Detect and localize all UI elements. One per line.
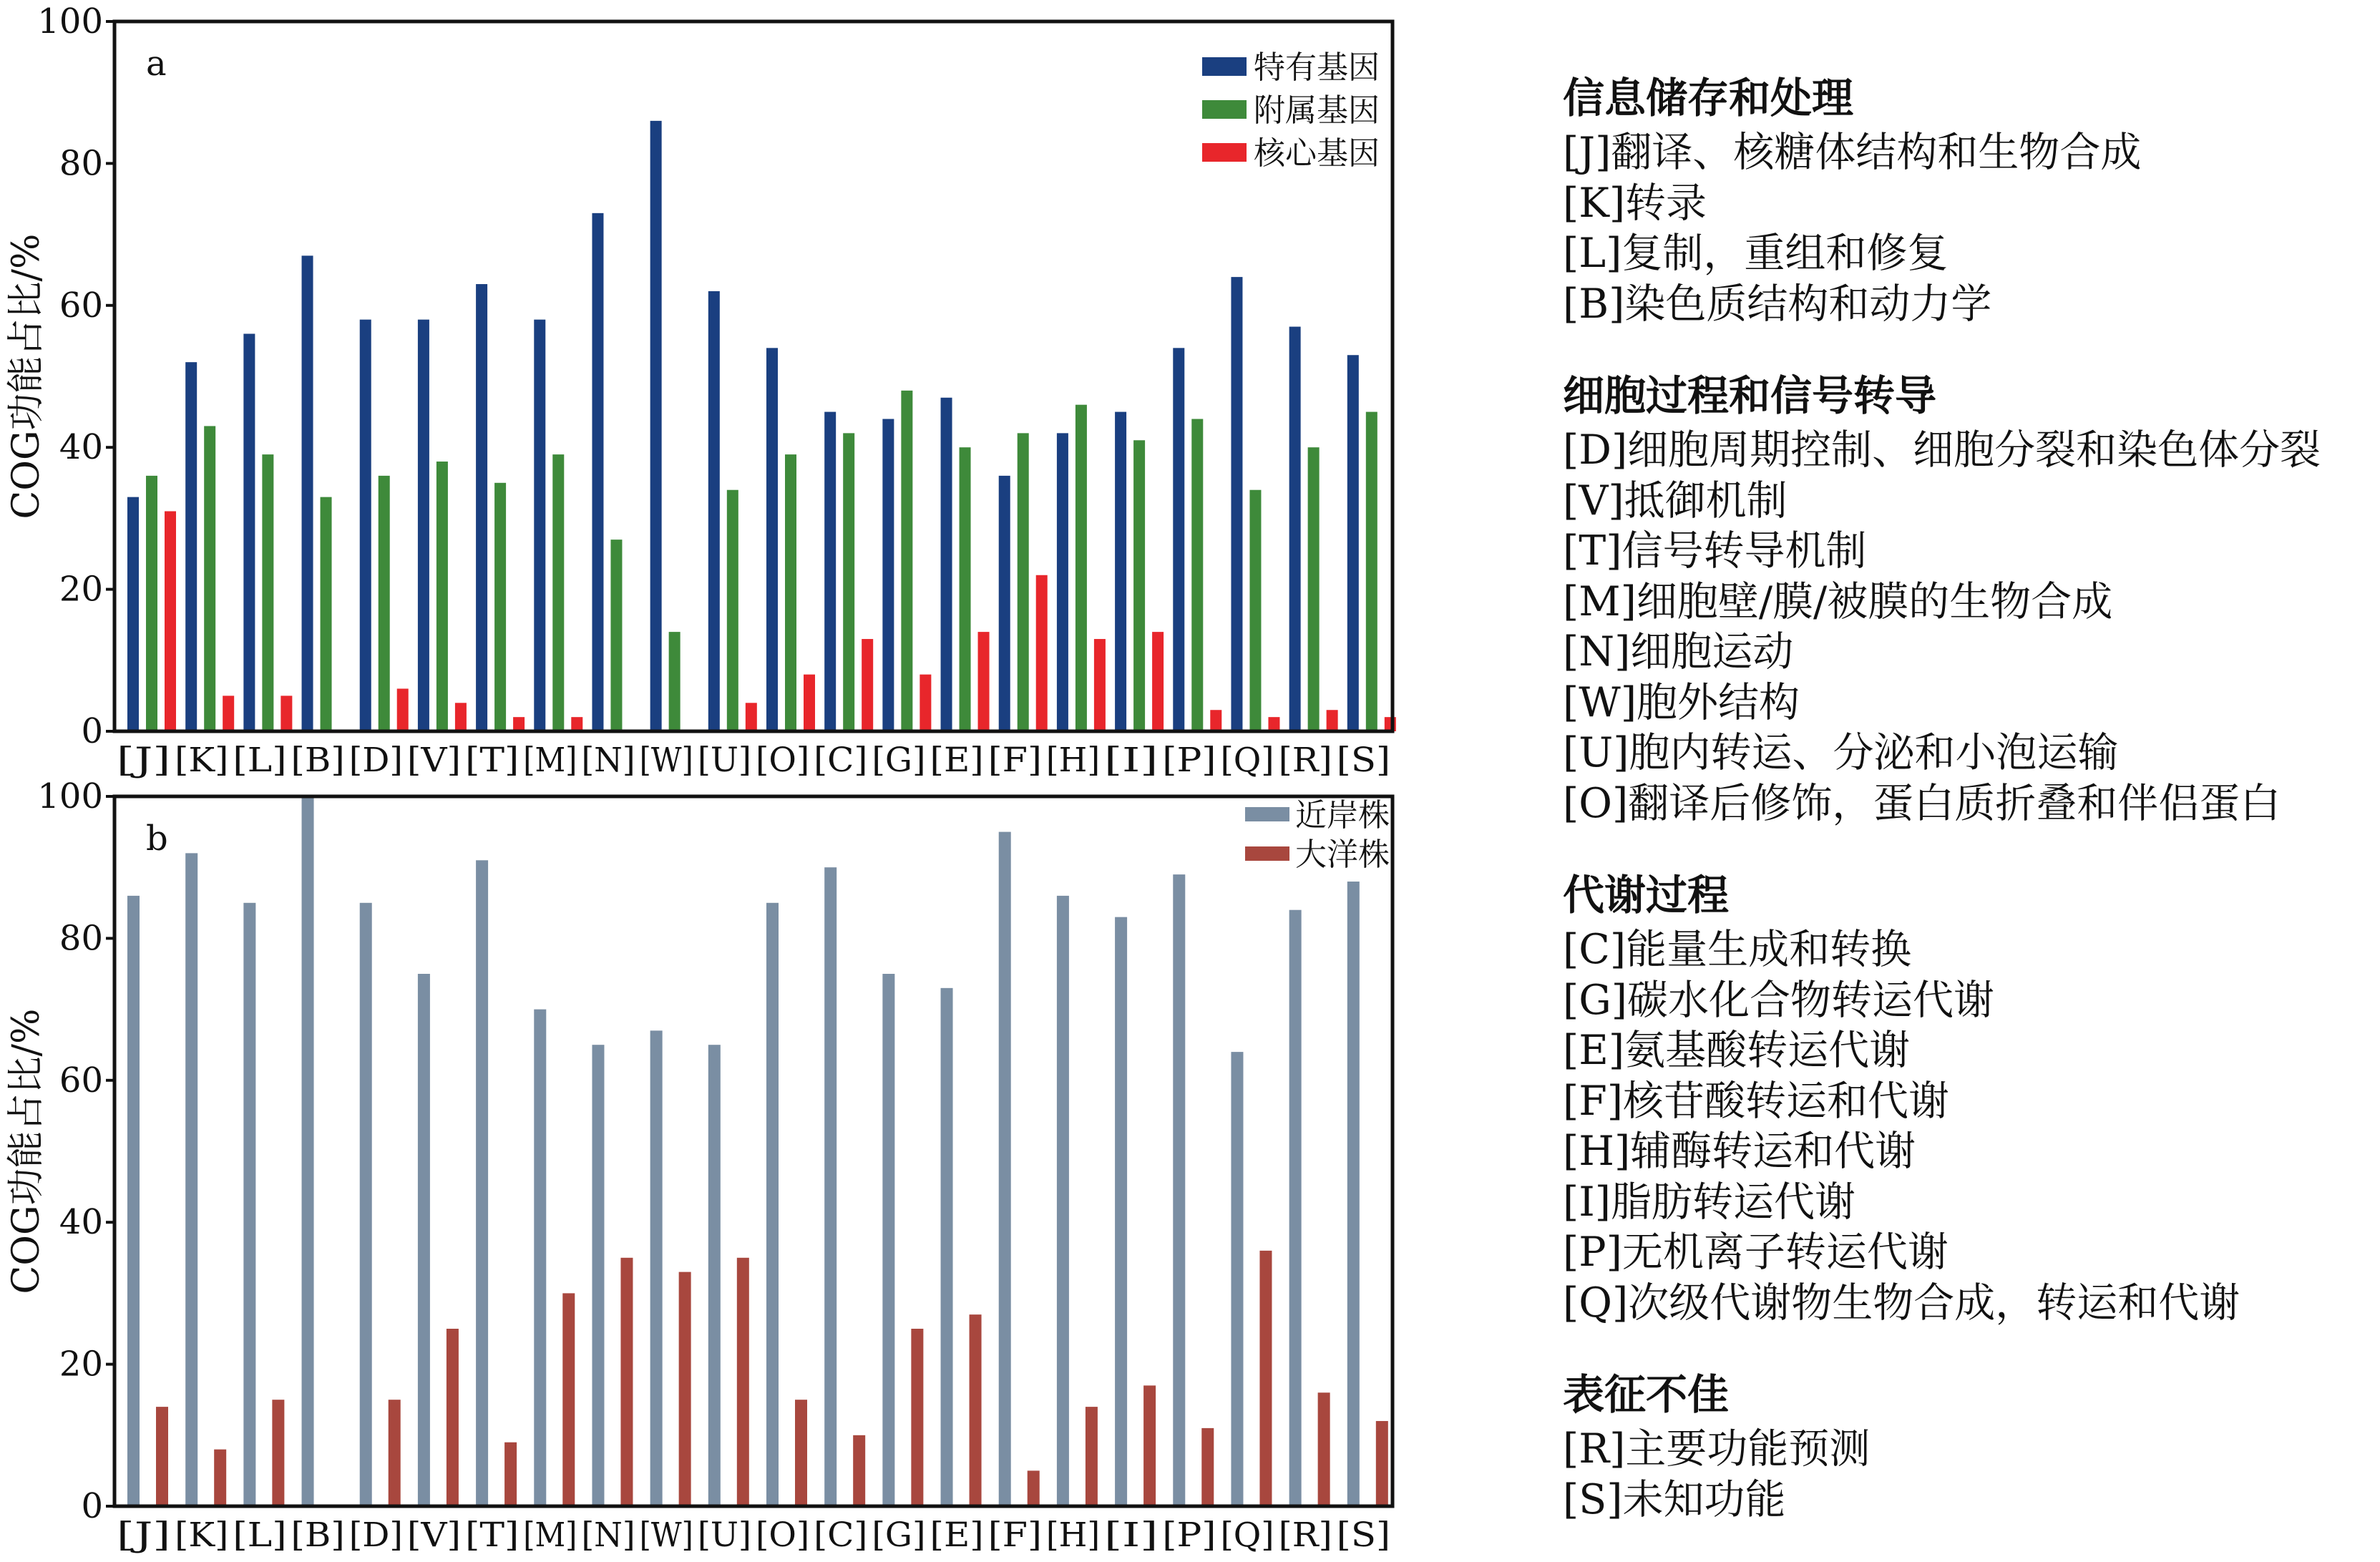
x-tick-label: [E] bbox=[930, 1515, 984, 1555]
x-tick-label: [V] bbox=[406, 741, 462, 780]
bar-a-特有基因-[T] bbox=[476, 284, 487, 731]
bar-a-附属基因-[B] bbox=[321, 497, 332, 731]
x-tick-label: [R] bbox=[1278, 1515, 1332, 1555]
legend-label: 核心基因 bbox=[1254, 135, 1380, 172]
legend-category-item: [T]信号转导机制 bbox=[1563, 527, 1867, 575]
x-tick-label: [V] bbox=[406, 1515, 462, 1555]
x-tick-label: [K] bbox=[175, 741, 229, 780]
bar-b-大洋株-[Q] bbox=[1259, 1251, 1272, 1506]
x-tick-label: [S] bbox=[1336, 1515, 1390, 1555]
bar-a-核心基因-[T] bbox=[513, 717, 525, 731]
legend-group-title: 表征不佳 bbox=[1563, 1370, 1730, 1419]
x-tick-label: [D] bbox=[348, 1515, 403, 1555]
y-tick-label: 80 bbox=[59, 918, 103, 959]
bar-a-附属基因-[G] bbox=[901, 391, 912, 731]
bar-b-近岸株-[U] bbox=[708, 1045, 721, 1506]
x-tick-label: [T] bbox=[465, 1515, 520, 1555]
bar-a-附属基因-[F] bbox=[1018, 433, 1029, 731]
legend-category-item: [E]氨基酸转运代谢 bbox=[1563, 1027, 1911, 1074]
bar-b-大洋株-[U] bbox=[737, 1258, 749, 1506]
legend-group-title: 代谢过程 bbox=[1563, 871, 1730, 919]
bar-b-大洋株-[M] bbox=[562, 1293, 575, 1506]
legend-category-item: [M]细胞壁/膜/被膜的生物合成 bbox=[1563, 577, 2113, 625]
bar-a-核心基因-[G] bbox=[920, 675, 931, 731]
x-tick-label: [U] bbox=[697, 1515, 751, 1555]
legend-category-item: [H]辅酶转运和代谢 bbox=[1563, 1128, 1916, 1175]
x-tick-label: [H] bbox=[1045, 741, 1101, 780]
x-tick-label: [J] bbox=[117, 741, 171, 780]
bar-a-核心基因-[U] bbox=[746, 703, 757, 731]
bar-a-核心基因-[O] bbox=[804, 675, 815, 731]
bar-b-近岸株-[T] bbox=[476, 860, 488, 1506]
bar-b-大洋株-[G] bbox=[911, 1329, 923, 1506]
bar-a-核心基因-[F] bbox=[1036, 575, 1048, 731]
bar-b-近岸株-[J] bbox=[127, 896, 140, 1506]
x-tick-label: [B] bbox=[291, 741, 345, 780]
legend-category-item: [V]抵御机制 bbox=[1563, 477, 1788, 524]
y-axis-label: COG功能占比/% bbox=[5, 233, 48, 519]
legend-category-item: [F]核苷酸转运和代谢 bbox=[1563, 1077, 1950, 1125]
bar-a-附属基因-[W] bbox=[669, 632, 681, 731]
x-tick-label: [P] bbox=[1162, 741, 1216, 780]
x-tick-label: [T] bbox=[465, 741, 520, 780]
bar-b-近岸株-[H] bbox=[1057, 896, 1069, 1506]
bar-a-特有基因-[D] bbox=[360, 320, 371, 731]
bar-a-特有基因-[S] bbox=[1347, 355, 1359, 731]
x-tick-label: [G] bbox=[872, 1515, 926, 1555]
legend-swatch bbox=[1202, 57, 1247, 76]
x-tick-label: [H] bbox=[1045, 1515, 1101, 1555]
bar-b-近岸株-[W] bbox=[650, 1030, 663, 1506]
x-tick-label: [B] bbox=[291, 1515, 345, 1555]
bar-b-大洋株-[D] bbox=[389, 1400, 401, 1506]
x-tick-label: [C] bbox=[814, 741, 868, 780]
x-tick-label: [W] bbox=[639, 1515, 693, 1555]
legend-group-title: 信息储存和处理 bbox=[1563, 74, 1854, 122]
legend-category-item: [P]无机离子转运代谢 bbox=[1563, 1229, 1949, 1276]
chart-panel-b bbox=[5, 776, 1393, 1555]
bar-b-近岸株-[R] bbox=[1289, 910, 1302, 1506]
x-tick-label: [O] bbox=[756, 1515, 810, 1555]
bar-a-附属基因-[V] bbox=[437, 462, 448, 731]
legend-category-item: [R]主要功能预测 bbox=[1563, 1425, 1871, 1473]
legend-category-item: [S]未知功能 bbox=[1563, 1475, 1786, 1523]
bar-a-附属基因-[Q] bbox=[1249, 490, 1261, 731]
x-tick-label: [W] bbox=[639, 741, 693, 780]
x-tick-label: [Q] bbox=[1220, 741, 1274, 780]
bar-a-附属基因-[M] bbox=[552, 454, 564, 731]
bar-b-近岸株-[P] bbox=[1173, 874, 1185, 1506]
bar-a-核心基因-[E] bbox=[978, 632, 990, 731]
bar-b-大洋株-[O] bbox=[795, 1400, 807, 1506]
y-tick-label: 20 bbox=[59, 569, 103, 610]
bar-a-核心基因-[H] bbox=[1094, 639, 1106, 731]
legend-category-item: [L]复制，重组和修复 bbox=[1563, 230, 1949, 277]
bar-a-核心基因-[Q] bbox=[1268, 717, 1279, 731]
x-tick-label: [C] bbox=[814, 1515, 868, 1555]
bar-a-特有基因-[B] bbox=[302, 255, 313, 731]
chart-panel-a bbox=[5, 1, 1396, 780]
legend-category-item: [G]碳水化合物转运代谢 bbox=[1563, 976, 1995, 1024]
legend-swatch bbox=[1202, 100, 1247, 119]
bar-a-附属基因-[O] bbox=[785, 454, 796, 731]
legend-category-item: [D]细胞周期控制、细胞分裂和染色体分裂 bbox=[1563, 426, 2321, 474]
legend-swatch bbox=[1245, 846, 1289, 861]
bar-b-大洋株-[T] bbox=[504, 1443, 517, 1506]
bar-a-核心基因-[J] bbox=[165, 511, 176, 731]
bar-a-附属基因-[S] bbox=[1366, 412, 1377, 731]
bar-a-特有基因-[J] bbox=[127, 497, 139, 731]
bar-b-大洋株-[N] bbox=[620, 1258, 633, 1506]
bar-a-特有基因-[G] bbox=[882, 419, 894, 731]
bar-a-特有基因-[Q] bbox=[1231, 277, 1242, 731]
x-tick-label: [O] bbox=[756, 741, 810, 780]
bar-b-大洋株-[H] bbox=[1086, 1407, 1098, 1506]
legend-category-item: [B]染色质结构和动力学 bbox=[1563, 280, 1992, 328]
bar-b-大洋株-[I] bbox=[1143, 1385, 1156, 1506]
bar-a-特有基因-[C] bbox=[824, 412, 836, 731]
y-tick-label: 40 bbox=[59, 1202, 103, 1243]
x-tick-label: [G] bbox=[872, 741, 926, 780]
bar-b-大洋株-[K] bbox=[214, 1450, 226, 1506]
bar-b-近岸株-[N] bbox=[592, 1045, 604, 1506]
bar-b-大洋株-[V] bbox=[447, 1329, 459, 1506]
bar-a-附属基因-[D] bbox=[379, 476, 390, 731]
bar-a-核心基因-[D] bbox=[397, 688, 409, 731]
x-tick-label: [F] bbox=[987, 741, 1042, 780]
legend-label: 近岸株 bbox=[1295, 797, 1390, 834]
legend-swatch bbox=[1245, 807, 1289, 821]
x-tick-label: [S] bbox=[1336, 741, 1390, 780]
legend-group bbox=[1563, 1365, 2371, 1525]
cog-category-legend-panel bbox=[1563, 69, 2371, 1562]
x-tick-label: [P] bbox=[1162, 1515, 1216, 1555]
legend-label: 附属基因 bbox=[1254, 92, 1380, 129]
x-tick-label: [F] bbox=[987, 1515, 1042, 1555]
bar-a-特有基因-[I] bbox=[1115, 412, 1126, 731]
legend-category-item: [I]脂肪转运代谢 bbox=[1563, 1178, 1855, 1226]
bar-a-附属基因-[K] bbox=[204, 426, 215, 731]
bar-b-大洋株-[S] bbox=[1376, 1421, 1388, 1506]
bar-a-附属基因-[U] bbox=[727, 490, 738, 731]
y-tick-label: 0 bbox=[81, 1486, 103, 1526]
bar-b-近岸株-[L] bbox=[243, 903, 255, 1506]
bar-a-附属基因-[H] bbox=[1076, 405, 1087, 731]
legend-label: 特有基因 bbox=[1254, 49, 1380, 86]
bar-a-附属基因-[L] bbox=[262, 454, 273, 731]
y-axis-label: COG功能占比/% bbox=[5, 1008, 48, 1294]
bar-b-大洋株-[P] bbox=[1201, 1428, 1214, 1506]
legend-category-item: [C]能量生成和转换 bbox=[1563, 926, 1912, 973]
y-tick-label: 60 bbox=[59, 1060, 103, 1100]
bar-a-特有基因-[U] bbox=[708, 291, 720, 731]
bar-a-附属基因-[T] bbox=[494, 483, 506, 731]
legend-category-item: [J]翻译、核糖体结构和生物合成 bbox=[1563, 129, 2142, 176]
bar-b-近岸株-[E] bbox=[941, 988, 953, 1506]
x-tick-label: [K] bbox=[175, 1515, 229, 1555]
bar-a-特有基因-[H] bbox=[1057, 433, 1068, 731]
x-tick-label: [I] bbox=[1104, 1515, 1159, 1555]
bar-a-特有基因-[M] bbox=[534, 320, 545, 731]
bar-a-附属基因-[I] bbox=[1133, 440, 1145, 731]
bar-b-大洋株-[C] bbox=[853, 1435, 865, 1506]
bar-a-核心基因-[V] bbox=[455, 703, 467, 731]
x-tick-label: [Q] bbox=[1220, 1515, 1274, 1555]
bar-a-特有基因-[P] bbox=[1173, 348, 1184, 731]
x-tick-label: [D] bbox=[348, 741, 403, 780]
bar-b-大洋株-[F] bbox=[1028, 1470, 1040, 1506]
bar-a-附属基因-[E] bbox=[960, 447, 971, 731]
bar-b-近岸株-[F] bbox=[999, 832, 1011, 1506]
bar-b-近岸株-[S] bbox=[1347, 882, 1360, 1506]
panel-letter: a bbox=[146, 44, 167, 84]
legend-group bbox=[1563, 69, 2371, 329]
bar-b-大洋株-[L] bbox=[272, 1400, 284, 1506]
x-tick-label: [M] bbox=[523, 741, 577, 780]
bar-b-大洋株-[J] bbox=[156, 1407, 168, 1506]
bar-a-附属基因-[N] bbox=[610, 540, 622, 731]
panel-letter: b bbox=[146, 819, 168, 859]
bar-b-大洋株-[R] bbox=[1318, 1392, 1330, 1506]
y-tick-label: 80 bbox=[59, 143, 103, 184]
legend-group bbox=[1563, 866, 2371, 1328]
legend-category-item: [O]翻译后修饰，蛋白质折叠和伴侣蛋白 bbox=[1563, 779, 2281, 827]
bar-a-核心基因-[R] bbox=[1327, 710, 1338, 731]
x-tick-label: [R] bbox=[1278, 741, 1332, 780]
bar-a-核心基因-[L] bbox=[281, 695, 292, 731]
bar-a-特有基因-[V] bbox=[418, 320, 429, 731]
bar-a-附属基因-[J] bbox=[146, 476, 157, 731]
y-tick-label: 100 bbox=[37, 776, 103, 816]
bar-a-特有基因-[L] bbox=[243, 333, 255, 731]
x-tick-label: [J] bbox=[117, 1515, 171, 1555]
x-tick-label: [N] bbox=[581, 741, 635, 780]
bar-b-近岸株-[V] bbox=[418, 974, 430, 1506]
bar-a-特有基因-[K] bbox=[185, 362, 197, 731]
bar-a-特有基因-[R] bbox=[1289, 327, 1301, 731]
bar-b-近岸株-[B] bbox=[302, 796, 314, 1506]
bar-b-大洋株-[E] bbox=[970, 1314, 982, 1506]
legend-category-item: [N]细胞运动 bbox=[1563, 628, 1794, 675]
bar-a-核心基因-[C] bbox=[862, 639, 873, 731]
bar-b-近岸株-[Q] bbox=[1231, 1052, 1243, 1506]
legend-category-item: [Q]次级代谢物生物合成，转运和代谢 bbox=[1563, 1279, 2240, 1327]
y-tick-label: 60 bbox=[59, 285, 103, 326]
bar-b-近岸株-[I] bbox=[1115, 917, 1127, 1506]
bar-b-近岸株-[C] bbox=[824, 867, 837, 1506]
bar-a-核心基因-[K] bbox=[223, 695, 234, 731]
x-tick-label: [U] bbox=[697, 741, 751, 780]
bar-b-近岸株-[G] bbox=[882, 974, 894, 1506]
bar-a-特有基因-[W] bbox=[650, 121, 662, 731]
x-tick-label: [L] bbox=[233, 741, 287, 780]
bar-b-大洋株-[W] bbox=[679, 1272, 691, 1506]
y-tick-label: 0 bbox=[81, 711, 103, 751]
legend-category-item: [U]胞内转运、分泌和小泡运输 bbox=[1563, 729, 2119, 776]
bar-a-特有基因-[N] bbox=[592, 213, 603, 731]
legend-category-item: [K]转录 bbox=[1563, 179, 1707, 227]
legend-group-title: 细胞过程和信号转导 bbox=[1563, 371, 1937, 420]
legend-group bbox=[1563, 366, 2371, 829]
bar-a-附属基因-[R] bbox=[1308, 447, 1320, 731]
bar-a-附属基因-[C] bbox=[843, 433, 854, 731]
x-tick-label: [M] bbox=[523, 1515, 577, 1555]
bar-b-近岸株-[D] bbox=[360, 903, 372, 1506]
y-tick-label: 40 bbox=[59, 427, 103, 468]
x-tick-label: [L] bbox=[233, 1515, 287, 1555]
bar-a-特有基因-[F] bbox=[999, 476, 1010, 731]
bar-b-近岸株-[M] bbox=[534, 1010, 546, 1506]
bar-a-特有基因-[E] bbox=[941, 398, 952, 731]
bar-b-近岸株-[K] bbox=[185, 853, 197, 1506]
bar-a-核心基因-[I] bbox=[1152, 632, 1164, 731]
bar-a-核心基因-[P] bbox=[1210, 710, 1221, 731]
legend-label: 大洋株 bbox=[1295, 836, 1390, 873]
bar-b-近岸株-[O] bbox=[766, 903, 779, 1506]
legend-category-item: [W]胞外结构 bbox=[1563, 678, 1800, 726]
bar-a-核心基因-[M] bbox=[571, 717, 582, 731]
legend-swatch bbox=[1202, 143, 1247, 162]
y-tick-label: 20 bbox=[59, 1344, 103, 1385]
x-tick-label: [N] bbox=[581, 1515, 635, 1555]
x-tick-label: [I] bbox=[1104, 741, 1159, 780]
x-tick-label: [E] bbox=[930, 741, 984, 780]
bar-a-特有基因-[O] bbox=[766, 348, 778, 731]
bar-a-附属基因-[P] bbox=[1191, 419, 1203, 731]
y-tick-label: 100 bbox=[37, 1, 103, 42]
